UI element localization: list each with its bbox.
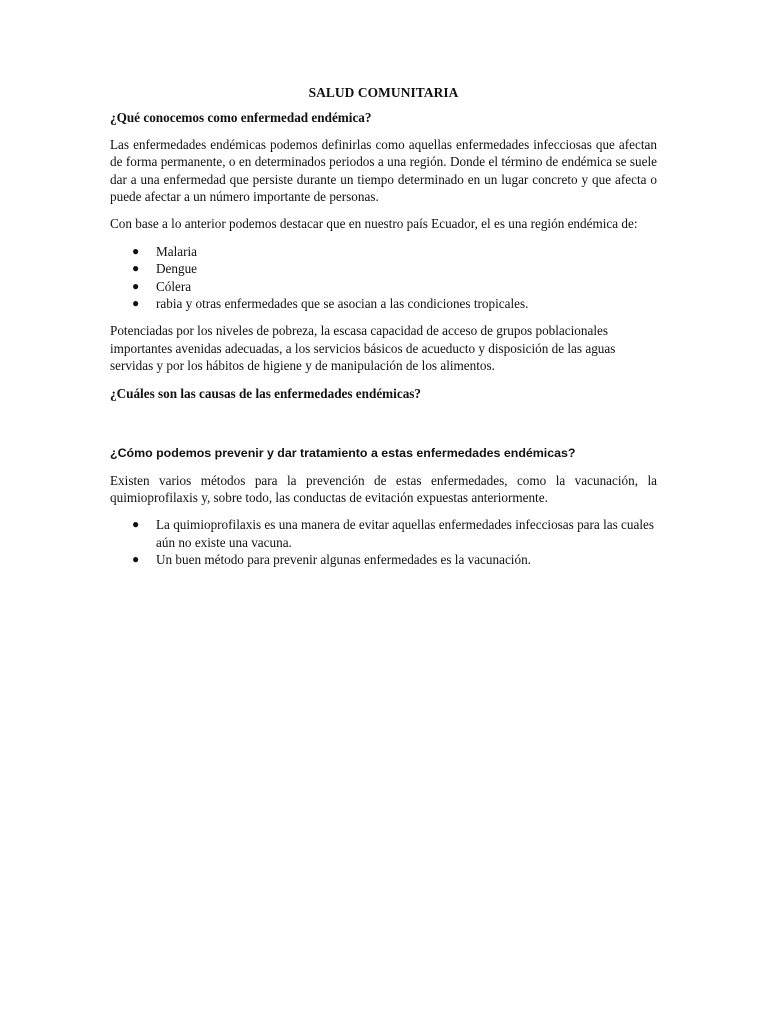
- bullet-icon: ●: [132, 296, 140, 311]
- paragraph-ecuador: Con base a lo anterior podemos destacar que en nuestro país Ecuador, el es una región endémica de:: [110, 216, 638, 232]
- section-heading-definition: ¿Qué conocemos como enfermedad endémica?: [110, 110, 372, 126]
- bullet-icon: ●: [132, 261, 140, 276]
- list-item: [110, 243, 657, 260]
- document-title: SALUD COMUNITARIA: [308, 85, 459, 100]
- list-item: [110, 278, 657, 295]
- section-heading-prevention: ¿Cómo podemos prevenir y dar tratamiento a estas enfermedades endémicas?: [110, 446, 576, 461]
- blank-space: [110, 411, 657, 445]
- list-item: [110, 295, 657, 312]
- list-item-text: La quimioprofilaxis es una manera de evitar aquellas enfermedades infecciosas para las cuales aún no existe una vacuna.: [156, 517, 654, 550]
- list-item-text: Dengue: [156, 261, 198, 277]
- endemic-disease-list: [110, 243, 657, 313]
- list-item: [110, 551, 657, 568]
- list-item-text: Un buen método para prevenir algunas enfermedades es la vacunación.: [156, 552, 531, 568]
- document-body: [110, 84, 657, 579]
- list-item-text: Malaria: [156, 243, 198, 259]
- paragraph-definition: Las enfermedades endémicas podemos definirlas como aquellas enfermedades infecciosas que afectan de forma permanente, o en determinados periodos a una región. Donde el término de endémica se suele dar a una enfermedad que persiste durante un tiempo determinado en un lugar concreto y que afecta o puede afectar a un número importante de personas.: [110, 136, 657, 205]
- bullet-icon: ●: [132, 517, 140, 532]
- list-item: [110, 260, 657, 277]
- list-item: [110, 516, 657, 551]
- paragraph-poverty: Potenciadas por los niveles de pobreza, la escasa capacidad de acceso de grupos poblacionales importantes avenidas adecuadas, a los servicios básicos de acueducto y disposición de las aguas servidas y por los hábitos de higiene y de manipulación de los alimentos.: [110, 323, 616, 374]
- list-item-text: Cólera: [156, 278, 192, 294]
- paragraph-prevention: Existen varios métodos para la prevención de estas enfermedades, como la vacunación, la quimioprofilaxis y, sobre todo, las conductas de evitación expuestas anteriormente.: [110, 472, 657, 505]
- section-heading-causes: ¿Cuáles son las causas de las enfermedades endémicas?: [110, 385, 422, 401]
- bullet-icon: ●: [132, 552, 140, 567]
- bullet-icon: ●: [132, 278, 140, 293]
- prevention-list: [110, 516, 657, 568]
- list-item-text: rabia y otras enfermedades que se asocian a las condiciones tropicales.: [156, 296, 529, 312]
- bullet-icon: ●: [132, 243, 140, 258]
